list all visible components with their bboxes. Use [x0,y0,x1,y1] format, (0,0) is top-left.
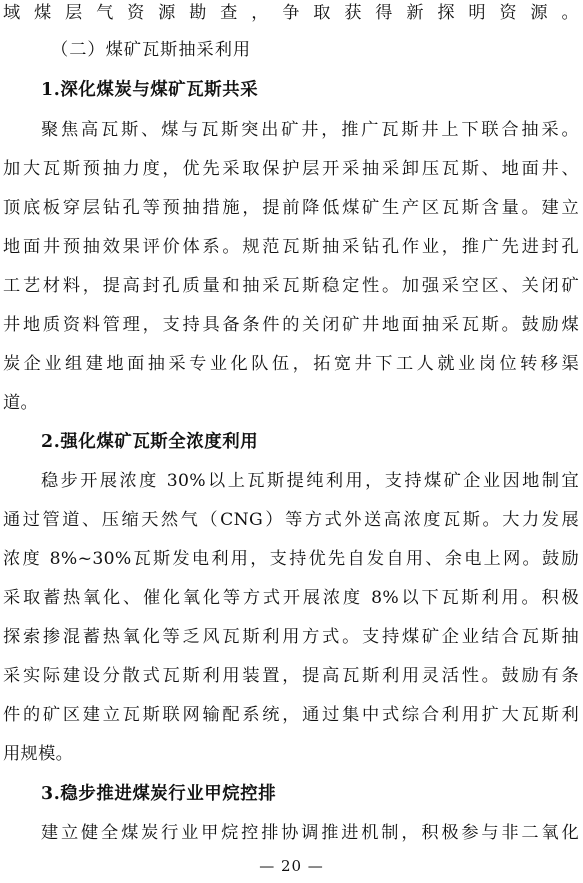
paragraph-line: 浓度 8%~30%瓦斯发电利用，支持优先自发自用、余电上网。鼓励 [3,549,579,569]
paragraph-line: 稳步开展浓度 30%以上瓦斯提纯利用，支持煤矿企业因地制宜 [41,471,579,491]
paragraph-line: 工艺材料，提高封孔质量和抽采瓦斯稳定性。加强采空区、关闭矿 [3,276,579,296]
paragraph-line: 井地质资料管理，支持具备条件的关闭矿井地面抽采瓦斯。鼓励煤 [3,315,579,335]
paragraph-line: 通过管道、压缩天然气（CNG）等方式外送高浓度瓦斯。大力发展 [3,510,580,530]
paragraph-line: 采取蓄热氧化、催化氧化等方式开展浓度 8%以下瓦斯利用。积极 [3,588,579,608]
text-line: 域煤层气资源勘查，争取获得新探明资源。 [3,3,579,23]
paragraph-line: 顶底板穿层钻孔等预抽措施，提前降低煤矿生产区瓦斯含量。建立 [3,198,579,218]
subheading-2: 2.强化煤矿瓦斯全浓度利用 [41,432,259,452]
paragraph-line: 件的矿区建立瓦斯联网输配系统，通过集中式综合利用扩大瓦斯利 [3,705,579,725]
subheading-3: 3.稳步推进煤炭行业甲烷控排 [41,784,277,804]
paragraph-line: 建立健全煤炭行业甲烷控排协调推进机制，积极参与非二氧化 [41,823,579,843]
paragraph-line: 聚焦高瓦斯、煤与瓦斯突出矿井，推广瓦斯井上下联合抽采。 [41,120,579,140]
section-title: （二）煤矿瓦斯抽采利用 [51,40,252,60]
paragraph-line: 用规模。 [3,744,74,764]
paragraph-line: 采实际建设分散式瓦斯利用装置，提高瓦斯利用灵活性。鼓励有条 [3,666,579,686]
paragraph-line: 道。 [3,393,39,413]
paragraph-line: 加大瓦斯预抽力度，优先采取保护层开采抽采卸压瓦斯、地面井、 [3,159,579,179]
paragraph-line: 地面井预抽效果评价体系。规范瓦斯抽采钻孔作业，推广先进封孔 [3,237,579,257]
page-number: — 20 — [259,857,324,875]
paragraph-line: 炭企业组建地面抽采专业化队伍，拓宽井下工人就业岗位转移渠 [3,354,579,374]
paragraph-line: 探索掺混蓄热氧化等乏风瓦斯利用方式。支持煤矿企业结合瓦斯抽 [3,627,579,647]
subheading-1: 1.深化煤炭与煤矿瓦斯共采 [41,80,259,100]
